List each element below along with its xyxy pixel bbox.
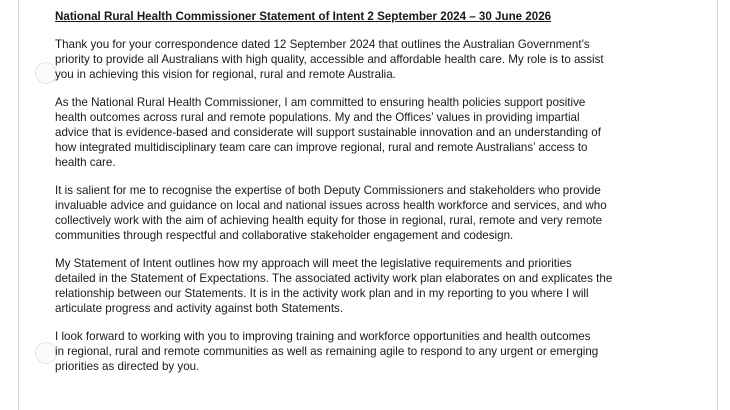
paragraph-line: in regional, rural and remote communities as well as remaining agile to respond to any urgent or emerging [55, 345, 599, 358]
paragraph-line: health outcomes across rural and remote populations. My and the Offices’ values in providing impartial [55, 111, 580, 124]
paragraph-5 [55, 329, 695, 374]
paragraph-line: collectively work with the aim of achieving health equity for those in regional, rural, remote and very remote [55, 214, 603, 227]
paragraph-line: invaluable advice and guidance on local and national issues across health workforce and services, and who [55, 199, 607, 212]
document-page [18, 0, 718, 410]
paragraph-1 [55, 37, 695, 82]
paragraph-line: It is salient for me to recognise the expertise of both Deputy Commissioners and stakeholders who provide [55, 184, 601, 197]
paragraph-line: you in achieving this vision for regional, rural and remote Australia. [55, 68, 396, 81]
paragraph-line: relationship between our Statements. It is in the activity work plan and in my reporting to you where I will [55, 287, 589, 300]
paragraph-line: health care. [55, 156, 116, 169]
paragraph-3 [55, 183, 695, 243]
paragraph-line: communities through respectful and collaborative stakeholder engagement and codesign. [55, 229, 514, 242]
paragraph-line: As the National Rural Health Commissioner, I am committed to ensuring health policies support positive [55, 96, 586, 109]
punch-hole-mark [35, 62, 57, 84]
paragraph-line: I look forward to working with you to improving training and workforce opportunities and health outcomes [55, 330, 591, 343]
paragraph-line: detailed in the Statement of Expectations. The associated activity work plan elaborates on and explicates the [55, 272, 613, 285]
document-body [55, 9, 695, 374]
punch-hole-mark [35, 342, 57, 364]
paragraph-line: advice that is evidence-based and considerate will support sustainable innovation and an understanding of [55, 126, 601, 139]
document-title: National Rural Health Commissioner Statement of Intent 2 September 2024 – 30 June 2026 [55, 10, 552, 23]
paragraph-line: articulate progress and activity against both Statements. [55, 302, 344, 315]
paragraph-line: how integrated multidisciplinary team care can improve regional, rural and remote Australians’ access to [55, 141, 588, 154]
paragraph-4 [55, 256, 695, 316]
paragraph-2 [55, 95, 695, 170]
paragraph-line: Thank you for your correspondence dated 12 September 2024 that outlines the Australian Government’s [55, 38, 590, 51]
paragraph-line: My Statement of Intent outlines how my approach will meet the legislative requirements and priorities [55, 257, 572, 270]
paragraph-line: priority to provide all Australians with high quality, accessible and affordable health care. My role is to assist [55, 53, 604, 66]
paragraph-line: priorities as directed by you. [55, 360, 200, 373]
